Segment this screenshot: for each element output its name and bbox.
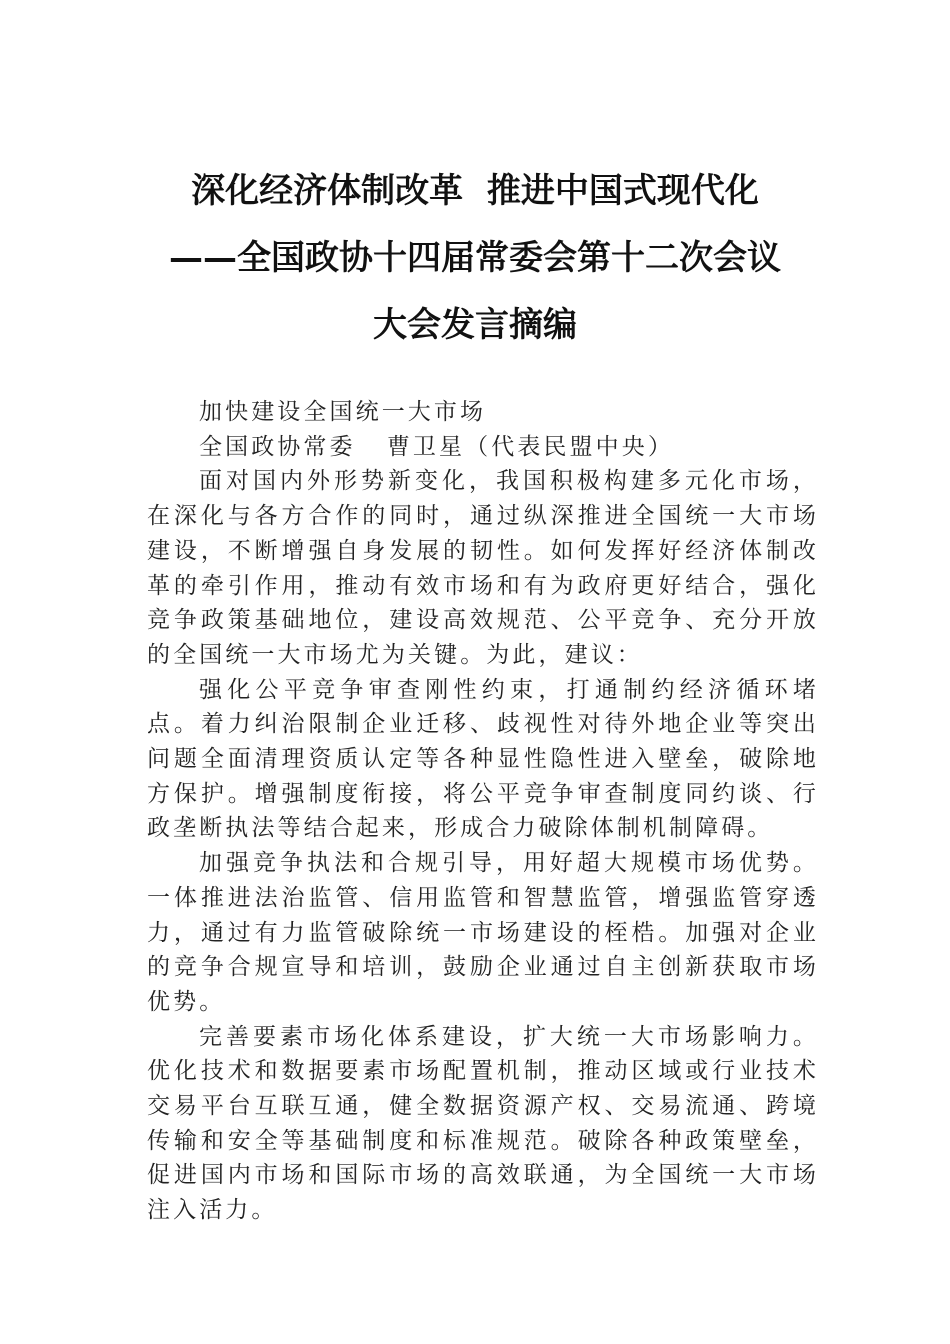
title-line-main: 深化经济体制改革 推进中国式现代化 bbox=[191, 171, 759, 211]
paragraph-suggestion-1: 强化公平竞争审查刚性约束，打通制约经济循环堵点。着力纠治限制企业迁移、歧视性对待外地企业等突出问题全面清理资质认定等各种显性隐性进入壁垒，破除地方保护。增强制度衔接，将公平竞争审查制度同约谈、行政垄断执法等结合起来，形成合力破除体制机制障碍。 bbox=[147, 676, 819, 842]
section-title: 加快建设全国统一大市场 bbox=[199, 399, 487, 425]
paragraph-suggestion-3: 完善要素市场化体系建设，扩大统一大市场影响力。优化技术和数据要素市场配置机制，推动区域或行业技术交易平台互联互通，健全数据资源产权、交易流通、跨境传输和安全等基础制度和标准规范。破除各种政策壁垒，促进国内市场和国际市场的高效联通，为全国统一大市场注入活力。 bbox=[147, 1023, 819, 1224]
document-title bbox=[0, 158, 950, 359]
speaker-line: 全国政协常委 曹卫星（代表民盟中央） bbox=[199, 433, 674, 460]
article-body bbox=[147, 395, 819, 1228]
paragraph-intro: 面对国内外形势新变化，我国积极构建多元化市场，在深化与各方合作的同时，通过纵深推进全国统一大市场建设，不断增强自身发展的韧性。如何发挥好经济体制改革的牵引作用，推动有效市场和有为政府更好结合，强化竞争政策基础地位，建设高效规范、公平竞争、充分开放的全国统一大市场尤为关键。为此，建议： bbox=[147, 468, 819, 668]
title-line-subtitle: ——全国政协十四届常委会第十二次会议 bbox=[169, 238, 781, 278]
paragraph-suggestion-2: 加强竞争执法和合规引导，用好超大规模市场优势。一体推进法治监管、信用监管和智慧监管，增强监管穿透力，通过有力监管破除统一市场建设的桎梏。加强对企业的竞争合规宣导和培训，鼓励企业通过自主创新获取市场优势。 bbox=[147, 850, 819, 1015]
title-line-subtitle-end: 大会发言摘编 bbox=[373, 305, 577, 345]
